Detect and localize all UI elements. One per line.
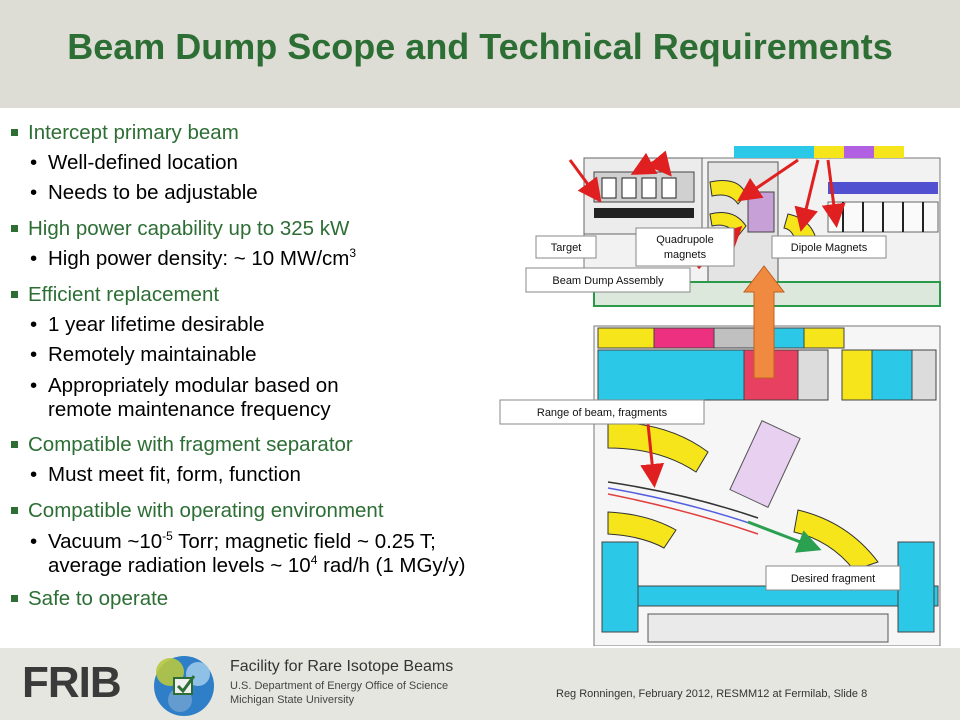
target-label: Target <box>550 242 582 254</box>
dot-bullet-icon: • <box>30 181 38 204</box>
dot-bullet-icon: • <box>30 374 38 397</box>
frib-logo: FRIB <box>22 658 121 707</box>
frib-emblem-icon <box>150 652 218 720</box>
quadrupole-label: Quadrupole <box>656 234 714 246</box>
sub-bullet: • High power density: ~ 10 $MW/cm^3$ <box>8 244 578 274</box>
desired-fragment-label: Desired fragment <box>790 573 876 585</box>
dot-bullet-icon: • <box>30 463 38 486</box>
sub-bullet: • Remotely maintainable <box>8 340 578 370</box>
bullet-separator: Compatible with fragment separator <box>8 430 578 460</box>
beam-dump-label: Beam Dump Assembly <box>552 275 664 287</box>
title-bar <box>0 0 960 108</box>
sub-bullet: • Vacuum $\sim 10^{-5}$ Torr; magnetic field ~ 0.25 T; average radiation levels ~ $10^4$ rad/h (1 MGy/y) <box>30 529 466 577</box>
sub-bullet: • Must meet fit, form, function <box>8 460 578 490</box>
footer <box>0 648 960 720</box>
dot-bullet-icon: • <box>30 343 38 366</box>
slide-credit: Reg Ronningen, February 2012, RESMM12 at Fermilab, Slide 8 <box>556 688 868 700</box>
beam-dump-diagram <box>498 122 946 646</box>
bullet-list <box>8 116 578 614</box>
bullet-replacement: Efficient replacement <box>8 280 578 310</box>
sub-bullet: • Needs to be adjustable <box>8 178 578 208</box>
slide-content <box>0 108 960 648</box>
square-bullet-icon <box>11 507 18 514</box>
square-bullet-icon <box>11 291 18 298</box>
square-bullet-icon <box>11 129 18 136</box>
dot-bullet-icon: • <box>30 151 38 174</box>
square-bullet-icon <box>11 595 18 602</box>
dot-bullet-icon: • <box>30 530 38 553</box>
bullet-safe: Safe to operate <box>8 584 578 614</box>
sub-bullet: • Appropriately modular based on remote maintenance frequency <box>30 374 339 421</box>
square-bullet-icon <box>11 225 18 232</box>
sub-bullet: • 1 year lifetime desirable <box>8 310 578 340</box>
dot-bullet-icon: • <box>30 313 38 336</box>
bullet-environment: Compatible with operating environment <box>8 496 578 526</box>
range-label: Range of beam, fragments <box>536 407 668 419</box>
msu-line: Michigan State University <box>230 694 355 706</box>
sub-bullet: • Well-defined location <box>8 148 578 178</box>
doe-line: U.S. Department of Energy Office of Science <box>230 680 449 692</box>
facility-name: Facility for Rare Isotope Beams <box>230 658 454 675</box>
dipole-label: Dipole Magnets <box>790 242 868 254</box>
square-bullet-icon <box>11 441 18 448</box>
quadrupole-label-2: magnets <box>663 249 707 261</box>
slide-title: Beam Dump Scope and Technical Requirements <box>67 26 893 67</box>
dot-bullet-icon: • <box>30 247 38 270</box>
bullet-intercept: Intercept primary beam <box>8 118 578 148</box>
bullet-power: High power capability up to 325 kW <box>8 214 578 244</box>
